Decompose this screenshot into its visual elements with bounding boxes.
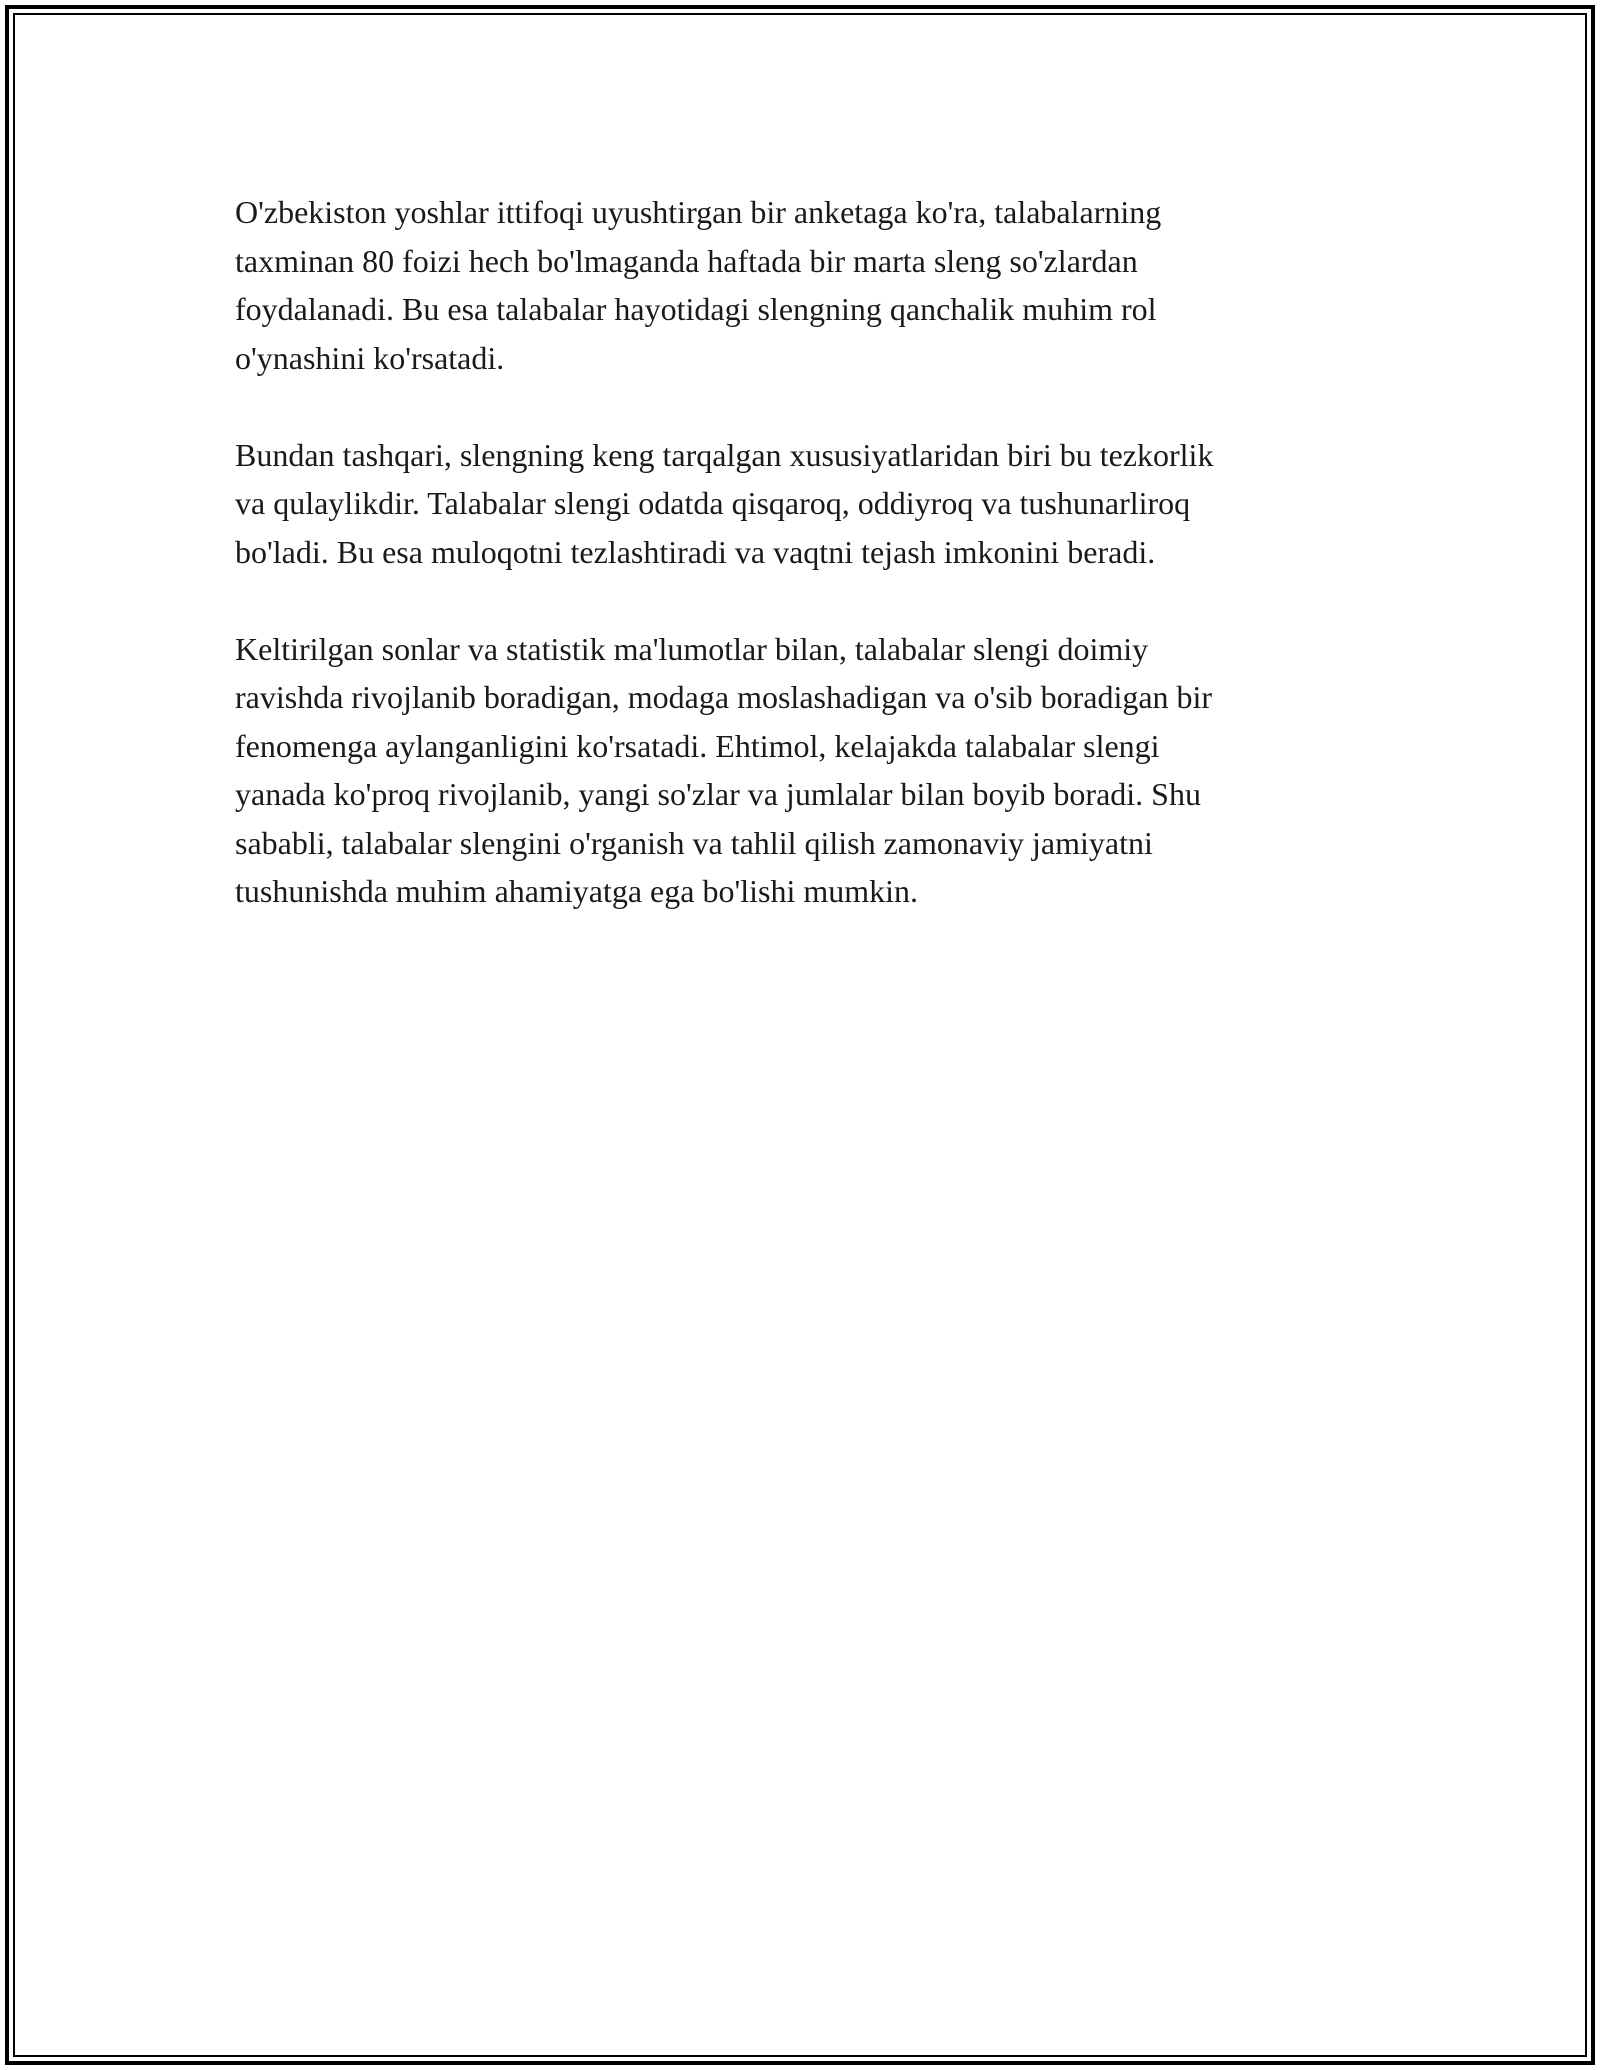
text-line: va qulaylikdir. Talabalar slengi odatda qisqaroq, oddiyroq va tushunarliroq	[235, 485, 1191, 521]
text-line: fenomenga aylanganligini ko'rsatadi. Ehtimol, kelajakda talabalar slengi	[235, 727, 1160, 764]
text-line: Bundan tashqari, slengning keng tarqalgan xususiyatlaridan biri bu tezkorlik	[235, 436, 1214, 473]
document-body	[235, 188, 1385, 964]
paragraph-2	[235, 431, 1385, 577]
text-line: o'ynashini ko'rsatadi.	[235, 339, 505, 376]
text-line: sababli, talabalar slengini o'rganish va tahlil qilish zamonaviy jamiyatni	[235, 824, 1153, 861]
text-line: foydalanadi. Bu esa talabalar hayotidagi slengning qanchalik muhim rol	[235, 291, 1157, 327]
text-line: Keltirilgan sonlar va statistik ma'lumotlar bilan, talabalar slengi doimiy	[235, 630, 1149, 667]
text-line: yanada ko'proq rivojlanib, yangi so'zlar va jumlalar bilan boyib boradi. Shu	[235, 776, 1201, 812]
text-line: ravishda rivojlanib boradigan, modaga moslashadigan va o'sib boradigan bir	[235, 679, 1213, 715]
text-line: O'zbekiston yoshlar ittifoqi uyushtirgan bir anketaga ko'ra, talabalarning	[235, 194, 1162, 230]
paragraph-3	[235, 625, 1385, 916]
text-line: taxminan 80 foizi hech bo'lmaganda haftada bir marta sleng so'zlardan	[235, 242, 1138, 279]
paragraph-1	[235, 188, 1385, 382]
text-line: bo'ladi. Bu esa muloqotni tezlashtiradi va vaqtni tejash imkonini beradi.	[235, 533, 1156, 570]
text-line: tushunishda muhim ahamiyatga ega bo'lishi mumkin.	[235, 873, 919, 909]
